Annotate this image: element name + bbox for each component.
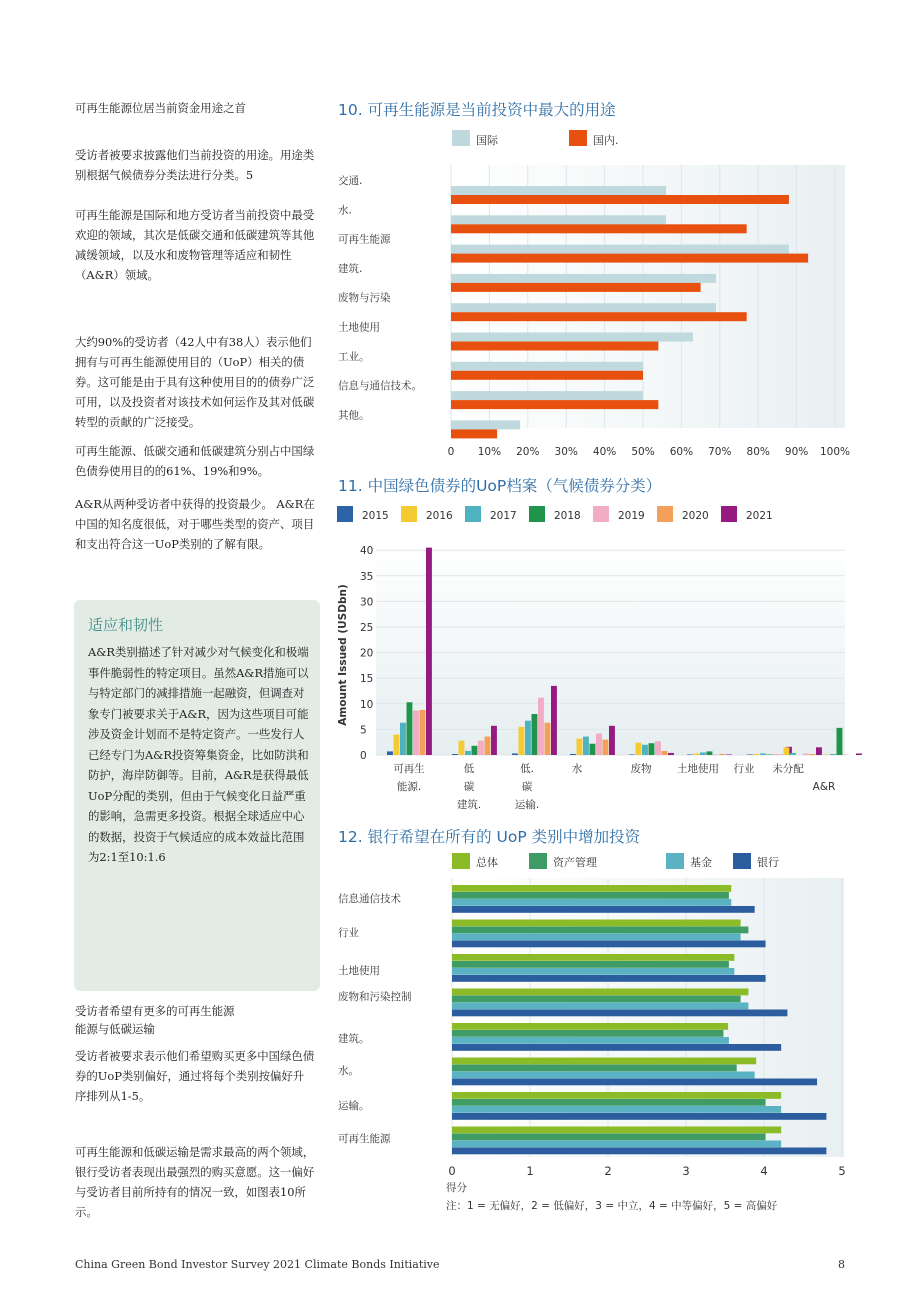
bar-x-1: [452, 941, 766, 948]
paragraph-6: 受访者被要求表示他们希望购买更多中国绿色债券的UoP类别偏好，通过将每个类别按偏好升序排列从1-5。: [75, 1049, 315, 1103]
bar-x-3: [452, 989, 748, 996]
bar-2018-8: [837, 728, 843, 755]
paragraph-5: A&R从两种受访者中获得的投资最少。 A&R在中国的知名度很低，对于哪些类型的资产、项目和支出符合这一UoP类别的了解有限。: [75, 497, 315, 551]
legend-swatch-0: [452, 130, 470, 146]
x-tick-1: 1: [526, 1164, 534, 1178]
chart-note: 注：1 = 无偏好，2 = 低偏好，3 = 中立，4 = 中等偏好，5 = 高偏好: [446, 1200, 778, 1212]
bar-2018-1: [472, 746, 478, 755]
bar-2019-2: [538, 698, 544, 755]
bar-2017-6: [760, 753, 766, 755]
bar-2016-2: [519, 727, 525, 755]
legend-label-4: 2019: [618, 510, 645, 522]
plot-background: [451, 165, 845, 428]
legend-swatch-1: [529, 853, 547, 869]
x-tick-3: 30%: [554, 446, 578, 458]
x-tick-8: 80%: [746, 446, 770, 458]
adaptation-resilience-box: [74, 600, 320, 991]
paragraph-4: 可再生能源、低碳交通和低碳建筑分别占中国绿色债券使用目的的61%、19%和9%。: [75, 444, 315, 478]
bar-x-1: [452, 920, 741, 927]
x-tick-3: 3: [682, 1164, 690, 1178]
bar-x-3: [452, 996, 741, 1003]
x-tick-10: 100%: [819, 446, 851, 458]
bar-x-2: [452, 954, 734, 961]
y-axis-label: Amount Issued (USDbn): [337, 584, 349, 726]
bar-2019-6: [773, 754, 779, 755]
category-label-2: 土地使用: [338, 965, 380, 977]
bar-x-2: [452, 961, 729, 968]
bar-2018-6: [767, 754, 773, 755]
bar-x-3: [451, 274, 716, 283]
x-tick-2: 20%: [516, 446, 540, 458]
bar-x-4: [451, 303, 716, 312]
bar-2020-4: [662, 751, 668, 755]
legend-label-1: 2016: [426, 510, 453, 522]
paragraph-3: 大约90%的受访者（42人中有38人）表示他们拥有与可再生能源使用目的（UoP）相关的债券。这可能是由于具有这种使用目的的债券广泛可用，以及投资者对该技术如何运作及其对低碳转型的贡献的广泛接受。: [75, 335, 315, 429]
legend-swatch-2: [666, 853, 684, 869]
category-label-4: 废物与污染: [338, 292, 391, 305]
bar-2017-4: [642, 745, 648, 755]
bar-x-5: [451, 342, 658, 351]
bar-2021-7: [816, 747, 822, 755]
paragraph-7: 可再生能源和低碳运输是需求最高的两个领域，银行受访者表现出最强烈的购买意愿。这一偏好与受访者目前所持有的情况一致，如图表10所示。: [75, 1145, 315, 1219]
x-tick-6: 60%: [669, 446, 694, 458]
category-label-1: 行业: [338, 927, 359, 939]
bar-2021-2: [551, 686, 557, 755]
category-label-2: 可再生能源: [338, 233, 391, 246]
bar-x-1: [452, 927, 748, 934]
bar-x-1: [451, 224, 747, 233]
y-tick-3: 15: [360, 673, 374, 686]
bar-x-2: [452, 968, 734, 975]
y-tick-2: 10: [360, 698, 374, 711]
bar-x-4: [452, 1037, 729, 1044]
bar-x-4: [451, 312, 747, 321]
legend-swatch-6: [721, 506, 737, 522]
bar-2015-5: [687, 754, 693, 755]
bar-2019-0: [413, 710, 419, 755]
x-tick-4: 40%: [592, 446, 617, 458]
chart11-title: 11. 中国绿色债券的UoP档案（气候债券分类）: [338, 477, 662, 495]
category-label-0-0: 可再生: [393, 763, 425, 775]
bar-x-3: [451, 283, 701, 292]
legend-label-6: 2021: [746, 510, 773, 522]
bar-2019-3: [596, 733, 602, 755]
box-title: 适应和韧性: [88, 616, 164, 634]
legend-label-5: 2020: [682, 510, 709, 522]
y-tick-7: 35: [360, 570, 374, 583]
bar-x-4: [452, 1044, 781, 1051]
bar-x-5: [451, 333, 693, 342]
category-label-0: 交通.: [338, 175, 363, 187]
category-label-2-2: 运输.: [514, 799, 540, 811]
bar-2017-7: [790, 753, 796, 755]
legend-swatch-0: [452, 853, 470, 869]
bar-x-4: [452, 1030, 723, 1037]
bar-x-6: [452, 1106, 781, 1113]
category-label-2-1: 碳: [521, 781, 533, 793]
page-number: 8: [838, 1258, 845, 1271]
x-tick-0: 0: [448, 1164, 456, 1178]
y-tick-1: 5: [360, 724, 367, 737]
legend-swatch-0: [337, 506, 353, 522]
bar-x-5: [452, 1072, 755, 1079]
bar-2018-0: [407, 702, 413, 755]
bar-2017-0: [400, 723, 406, 755]
bar-x-7: [451, 400, 658, 409]
bar-2019-5: [713, 754, 719, 755]
bar-2016-0: [394, 735, 400, 755]
footer-text: China Green Bond Investor Survey 2021 Climate Bonds Initiative: [75, 1258, 440, 1271]
category-label-1: 水.: [338, 204, 352, 217]
bar-x-6: [452, 1092, 781, 1099]
x-tick-9: 90%: [784, 446, 809, 458]
legend-label-1: 国内.: [593, 134, 619, 147]
x-tick-4: 4: [760, 1164, 768, 1178]
legend-swatch-1: [569, 130, 587, 146]
legend-swatch-3: [733, 853, 751, 869]
bar-2016-4: [636, 743, 642, 755]
bar-x-3: [452, 1003, 748, 1010]
bar-2020-1: [485, 737, 491, 755]
bar-x-0: [452, 906, 755, 913]
legend-label-2: 2017: [490, 510, 517, 522]
category-label-8: 其他。: [338, 409, 370, 422]
bar-2015-0: [387, 751, 393, 755]
paragraph-1: 受访者被要求披露他们当前投资的用途。用途类别根据气候债券分类法进行分类。5: [75, 148, 315, 182]
bar-x-6: [452, 1113, 826, 1120]
bar-x-6: [452, 1099, 766, 1106]
legend-swatch-4: [593, 506, 609, 522]
category-label-4-0: 废物: [630, 763, 652, 775]
bar-x-8: [451, 420, 520, 429]
bar-x-0: [451, 195, 789, 204]
bar-x-4: [452, 1023, 728, 1030]
bar-2016-3: [577, 739, 583, 755]
y-tick-8: 40: [360, 545, 374, 558]
bar-x-8: [451, 429, 497, 438]
bar-2019-4: [655, 741, 661, 755]
y-tick-5: 25: [360, 622, 374, 634]
legend-swatch-1: [401, 506, 417, 522]
x-tick-0: 0: [447, 446, 455, 458]
bar-x-6: [451, 371, 643, 380]
legend-label-3: 2018: [554, 510, 581, 522]
bar-2020-5: [720, 754, 726, 755]
bar-2015-4: [629, 754, 635, 755]
legend-label-0: 国际: [476, 134, 498, 147]
heading-more-renewables-line1: 受访者希望有更多的可再生能源: [75, 1004, 235, 1018]
category-label-7: 可再生能源: [338, 1133, 391, 1145]
heading-more-renewables-line2: 能源与低碳运输: [75, 1022, 155, 1036]
chart12-title: 12. 银行希望在所有的 UoP 类别中增加投资: [338, 828, 641, 846]
bar-2017-3: [583, 737, 589, 755]
category-label-6-0: 行业: [733, 763, 755, 775]
bar-2017-1: [465, 751, 471, 755]
bar-2016-8: [824, 754, 830, 755]
x-tick-5: 50%: [631, 446, 655, 458]
bar-x-0: [452, 899, 731, 906]
x-axis-label: 得分: [446, 1182, 467, 1194]
bar-2019-8: [843, 754, 849, 755]
category-label-8-0: A&R: [812, 781, 836, 793]
bar-2017-5: [700, 752, 706, 755]
category-label-2-0: 低.: [520, 763, 534, 775]
legend-swatch-5: [657, 506, 673, 522]
bar-x-2: [451, 254, 808, 263]
bar-x-0: [452, 892, 729, 899]
bar-2018-5: [707, 751, 713, 755]
bar-x-7: [452, 1148, 826, 1155]
y-tick-6: 30: [360, 596, 374, 609]
category-label-7-0: 未分配: [772, 763, 804, 775]
bar-x-5: [452, 1058, 756, 1065]
heading-renewables-top: 可再生能源位居当前资金用途之首: [75, 101, 246, 115]
bar-2015-6: [747, 754, 753, 755]
chart10-title: 10. 可再生能源是当前投资中最大的用途: [338, 101, 616, 119]
x-tick-5: 5: [838, 1164, 846, 1178]
bar-2018-3: [590, 744, 596, 755]
bar-2021-0: [426, 548, 432, 755]
bar-x-0: [452, 885, 731, 892]
y-tick-4: 20: [360, 647, 374, 660]
bar-2015-2: [512, 753, 518, 755]
legend-label-0: 2015: [362, 510, 389, 522]
category-label-4: 建筑。: [338, 1033, 370, 1045]
paragraph-2: 可再生能源是国际和地方受访者当前投资中最受欢迎的领域，其次是低碳交通和低碳建筑等其他减缓领域，以及水和废物管理等适应和韧性（A&R）领域。: [75, 208, 315, 282]
bar-2018-4: [649, 743, 655, 755]
x-tick-7: 70%: [708, 446, 732, 458]
bar-2017-8: [830, 754, 836, 755]
category-label-7: 信息与通信技术。: [338, 380, 422, 393]
bar-2016-1: [459, 741, 465, 755]
legend-label-3: 银行: [757, 856, 779, 869]
bar-x-1: [452, 934, 741, 941]
category-label-5: 水。: [338, 1065, 359, 1077]
bar-2021-5: [726, 754, 732, 755]
bar-x-3: [452, 1010, 787, 1017]
category-label-5-0: 土地使用: [677, 763, 719, 775]
bar-2021-1: [491, 726, 497, 755]
x-tick-2: 2: [604, 1164, 612, 1178]
bar-2020-0: [420, 710, 426, 755]
chart12: [330, 845, 920, 1220]
bar-2021-3: [609, 726, 615, 755]
bar-x-7: [452, 1134, 766, 1141]
category-label-1-0: 低: [463, 763, 475, 775]
category-label-6: 运输。: [338, 1100, 370, 1112]
bar-2018-2: [532, 714, 538, 755]
chart10: [330, 120, 920, 465]
bar-x-5: [452, 1079, 817, 1086]
bar-2019-7: [803, 753, 809, 755]
bar-2020-3: [603, 740, 609, 755]
bar-2020-7: [810, 754, 816, 755]
category-label-3: 建筑.: [338, 262, 363, 275]
bar-2016-5: [694, 753, 700, 755]
bar-2020-2: [545, 723, 551, 755]
bar-2016-7: [784, 747, 790, 755]
category-label-0-1: 能源.: [396, 781, 422, 793]
bar-x-7: [452, 1127, 781, 1134]
category-label-1-1: 碳: [463, 781, 475, 793]
bar-2016-6: [754, 754, 760, 755]
category-label-3: 废物和污染控制: [338, 991, 412, 1003]
legend-swatch-3: [529, 506, 545, 522]
bar-x-1: [451, 215, 666, 224]
bar-x-0: [451, 186, 666, 195]
x-tick-1: 10%: [477, 446, 502, 458]
bar-2017-2: [525, 721, 531, 755]
bar-x-2: [451, 245, 789, 254]
bar-2021-4: [668, 753, 674, 755]
legend-swatch-2: [465, 506, 481, 522]
bar-2019-1: [478, 741, 484, 755]
bar-2021-8: [856, 753, 862, 755]
category-label-0: 信息通信技术: [338, 893, 401, 905]
bar-x-2: [452, 975, 766, 982]
legend-label-0: 总体: [476, 856, 498, 869]
bar-2015-1: [452, 754, 458, 755]
bar-x-7: [451, 391, 643, 400]
category-label-6: 工业。: [338, 350, 370, 363]
y-tick-0: 0: [360, 750, 367, 762]
category-label-5: 土地使用: [338, 321, 380, 334]
bar-x-7: [452, 1141, 781, 1148]
legend-label-1: 资产管理: [553, 856, 597, 869]
category-label-3-0: 水: [571, 763, 583, 775]
legend-label-2: 基金: [690, 856, 712, 869]
chart11: [330, 496, 920, 821]
box-body: A&R类别描述了针对减少对气候变化和极端事件脆弱性的特定项目。虽然A&R措施可以与特定部门的减排措施一起融资，但调查对象专门被要求关于A&R，因为这些项目可能涉及资金计划而不是特定资产。一些发行人已经专门为A&R投资筹集资金，比如防洪和防护，海岸防御等。目前，A&R是获得最低UoP分配的类别，但由于气候变化日益严重的影响，急需更多投资。根据全球适应中心的数据，投资于气候适应的成本效益比范围为2:1至10:1.6: [88, 645, 309, 864]
bar-x-5: [452, 1065, 737, 1072]
category-label-1-2: 建筑.: [456, 799, 482, 811]
bar-2015-3: [570, 754, 576, 755]
bar-x-6: [451, 362, 643, 371]
